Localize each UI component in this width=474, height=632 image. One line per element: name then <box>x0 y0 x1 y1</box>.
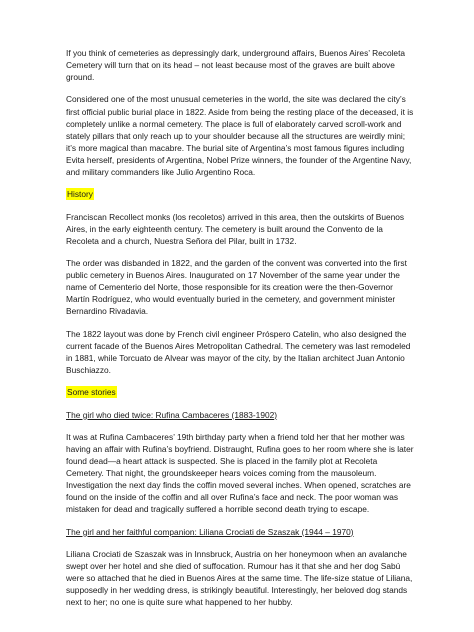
story-1-body: It was at Rufina Cambaceres’ 19th birthday party when a friend told her that her mother was having an affair with Rufina’s boyfriend. Distraught, Rufina goes to her room where she is later found dead—a heart attack is suspected. She is placed in the family plot at Recoleta Cemetery. That night, the groundskeeper hears voices coming from the mausoleum. Investigation the next day finds the coffin moved several inches. When opened, scratches are found on the inside of the coffin and all over Rufina’s face and neck. The poor woman was mistaken for dead and tragically suffered a horrible second death trying to escape. <box>66 431 414 515</box>
story-2-body: Liliana Crociati de Szaszak was in Innsbruck, Austria on her honeymoon when an avalanche swept over her hotel and she died of suffocation. Rumour has it that she and her dog Sabú were so attached that he died in Buenos Aires at the same time. The life-size statue of Liliana, supposedly in her wedding dress, is strikingly beautiful. Interestingly, her beloved dog stands next to her; no one is quite sure what happened to her hubby. <box>66 548 413 608</box>
description-paragraph: Considered one of the most unusual cemeteries in the world, the site was declared the city’s first official public burial place in 1822. Aside from being the resting place of the deceased, it is completely unlike a normal cemetery. The place is full of elaborately carved scroll-work and stately pillars that only reach up to your shoulder because all the structures are weirdly mini; it’s more magical than macabre. The burial site of Argentina’s most famous figures including Evita herself, presidents of Argentina, Nobel Prize winners, the founder of the Argentine Navy, and military commanders like Julio Argentino Roca. <box>66 94 414 178</box>
history-heading: History <box>67 189 93 200</box>
history-paragraph-3: The 1822 layout was done by French civil engineer Próspero Catelin, who also designed the current facade of the Buenos Aires Metropolitan Cathedral. The cemetery was last remodeled in 1881, while Torcuato de Alvear was mayor of the city, by the Italian architect Juan Antonio Buschiazzo. <box>66 328 411 375</box>
document-body <box>66 47 414 619</box>
history-heading-line <box>66 188 414 200</box>
stories-heading: Some stories <box>67 387 116 398</box>
story-2-title: The girl and her faithful companion: Liliana Crociati de Szaszak (1944 – 1970) <box>66 526 354 537</box>
intro-paragraph: If you think of cemeteries as depressingly dark, underground affairs, Buenos Aires’ Recoleta Cemetery will turn that on its head – not least because most of the graves are built above ground. <box>66 48 406 83</box>
story-2-title-line <box>66 526 414 538</box>
history-paragraph-1: Franciscan Recollect monks (los recoletos) arrived in this area, then the outskirts of Buenos Aires, in the early eighteenth century. The cemetery is built around the Convento de la Recoleta and a church, Nuestra Señora del Pilar, built in 1732. <box>66 211 405 246</box>
story-1-title: The girl who died twice: Rufina Cambaceres (1883-1902) <box>66 409 278 420</box>
history-paragraph-2: The order was disbanded in 1822, and the garden of the convent was converted into the first public cemetery in Buenos Aires. Inaugurated on 17 November of the same year under the name of Cementerio del Norte, those responsible for its creation were the then-Governor Martín Rodríguez, who would eventually buried in the cemetery, and government minister Bernardino Rivadavia. <box>66 258 407 317</box>
story-1-title-line <box>66 409 414 421</box>
stories-heading-line <box>66 386 414 398</box>
